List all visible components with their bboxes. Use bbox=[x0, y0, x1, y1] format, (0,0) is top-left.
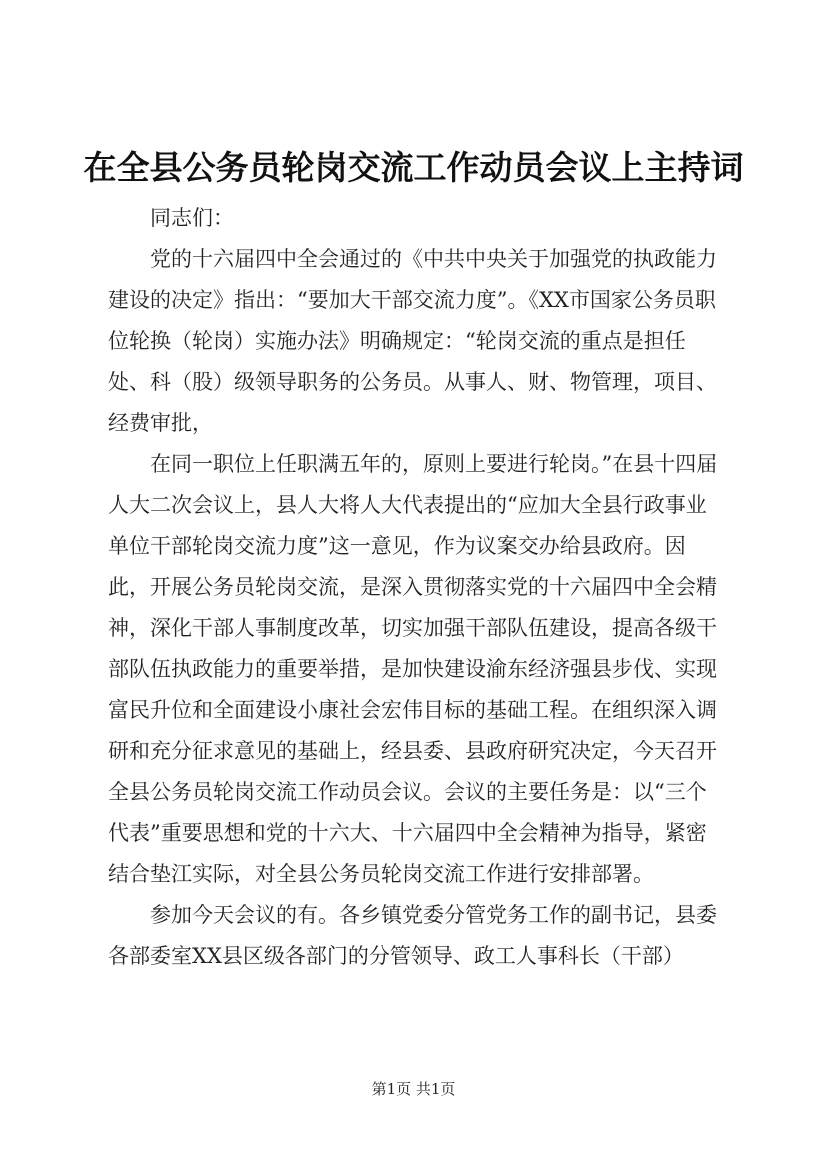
page-footer: 第1页 共1页 bbox=[371, 1080, 456, 1098]
document-body bbox=[108, 198, 720, 977]
paragraph-greeting: 同志们： bbox=[150, 206, 234, 230]
document-title: 在全县公务员轮岗交流工作动员会议上主持词 bbox=[83, 148, 744, 187]
paragraph: 参加今天会议的有。各乡镇党委分管党务工作的副书记，县委各部委室XX县区级各部门的分管领导、政工人事科长（干部） bbox=[108, 903, 717, 968]
paragraph: 党的十六届四中全会通过的《中共中央关于加强党的执政能力建设的决定》指出：“要加大干部交流力度”。《XX市国家公务员职位轮换（轮岗）实施办法》明确规定：“轮岗交流的重点是担任处、科（股）级领导职务的公务员。从事人、财、物管理，项目、经费审批， bbox=[108, 247, 717, 435]
paragraph: 在同一职位上任职满五年的，原则上要进行轮岗。”在县十四届人大二次会议上，县人大将人大代表提出的“应加大全县行政事业单位干部轮岗交流力度”这一意见，作为议案交办给县政府。因此，开展公务员轮岗交流，是深入贯彻落实党的十六届四中全会精神，深化干部人事制度改革，切实加强干部队伍建设，提高各级干部队伍执政能力的重要举措，是加快建设渝东经济强县步伐、实现富民升位和全面建设小康社会宏伟目标的基础工程。在组织深入调研和充分征求意见的基础上，经县委、县政府研究决定，今天召开全县公务员轮岗交流工作动员会议。会议的主要任务是：以“三个代表”重要思想和党的十六大、十六届四中全会精神为指导，紧密结合垫江实际，对全县公务员轮岗交流工作进行安排部署。 bbox=[108, 452, 718, 886]
